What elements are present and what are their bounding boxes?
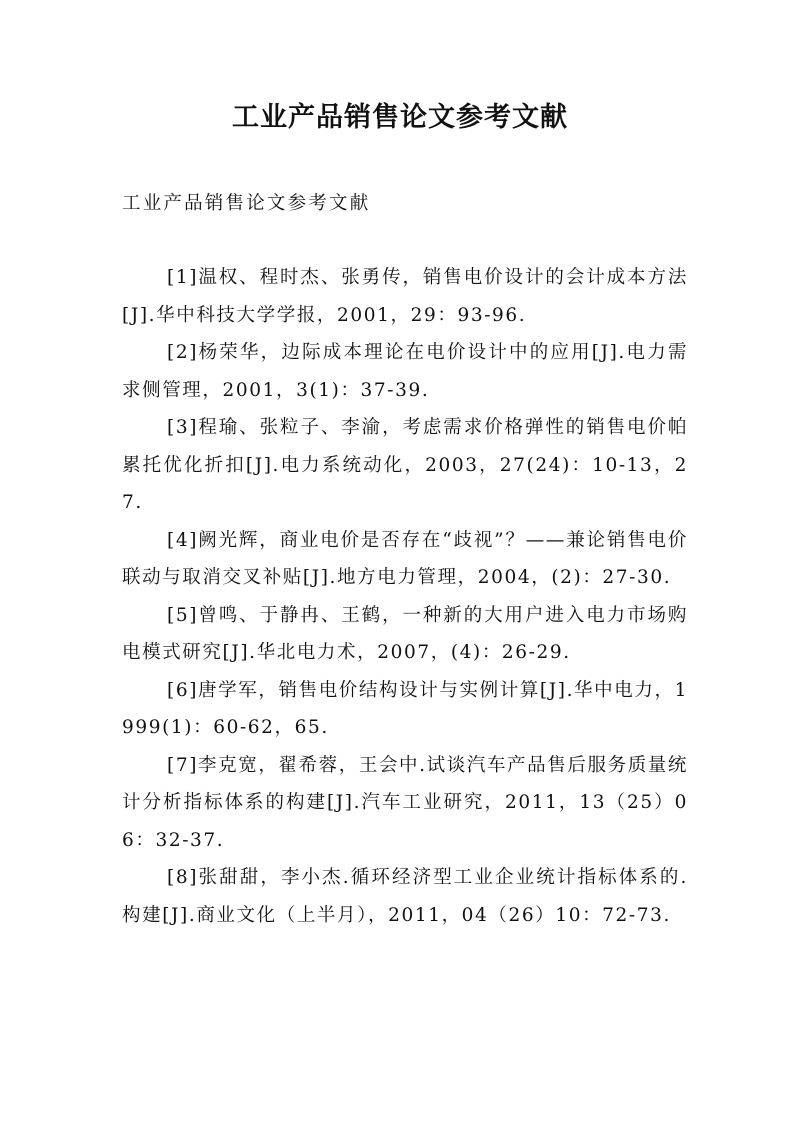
reference-item: [5]曾鸣、于静冉、王鹤，一种新的大用户进入电力市场购电模式研究[J].华北电力术，2007，(4)：26-29. [122, 604, 688, 663]
document-title: 工业产品销售论文参考文献 [232, 102, 568, 133]
reference-item: [6]唐学军，销售电价结构设计与实例计算[J].华中电力，1999(1)：60-62，65. [122, 679, 688, 738]
reference-list [122, 259, 688, 934]
reference-item: [3]程瑜、张粒子、李渝，考虑需求价格弹性的销售电价帕累托优化折扣[J].电力系统动化，2003，27(24)：10-13，27. [122, 417, 688, 513]
reference-item: [2]杨荣华，边际成本理论在电价设计中的应用[J].电力需求侧管理，2001，3(1)：37-39. [122, 342, 688, 401]
document-subtitle: 工业产品销售论文参考文献 [122, 193, 371, 214]
reference-item: [8]张甜甜，李小杰.循环经济型工业企业统计指标体系的.构建[J].商业文化（上半月），2011，04（26）10：72-73. [122, 867, 688, 926]
reference-item: [7]李克宽，翟希蓉，王会中.试谈汽车产品售后服务质量统计分析指标体系的构建[J].汽车工业研究，2011，13（25）06：32-37. [122, 754, 688, 851]
reference-item: [1]温权、程时杰、张勇传，销售电价设计的会计成本方法[J].华中科技大学学报，2001，29：93-96. [122, 267, 688, 326]
reference-item: [4]阙光辉，商业电价是否存在“歧视”？——兼论销售电价联动与取消交叉补贴[J].地方电力管理，2004，(2)：27-30. [122, 529, 688, 588]
